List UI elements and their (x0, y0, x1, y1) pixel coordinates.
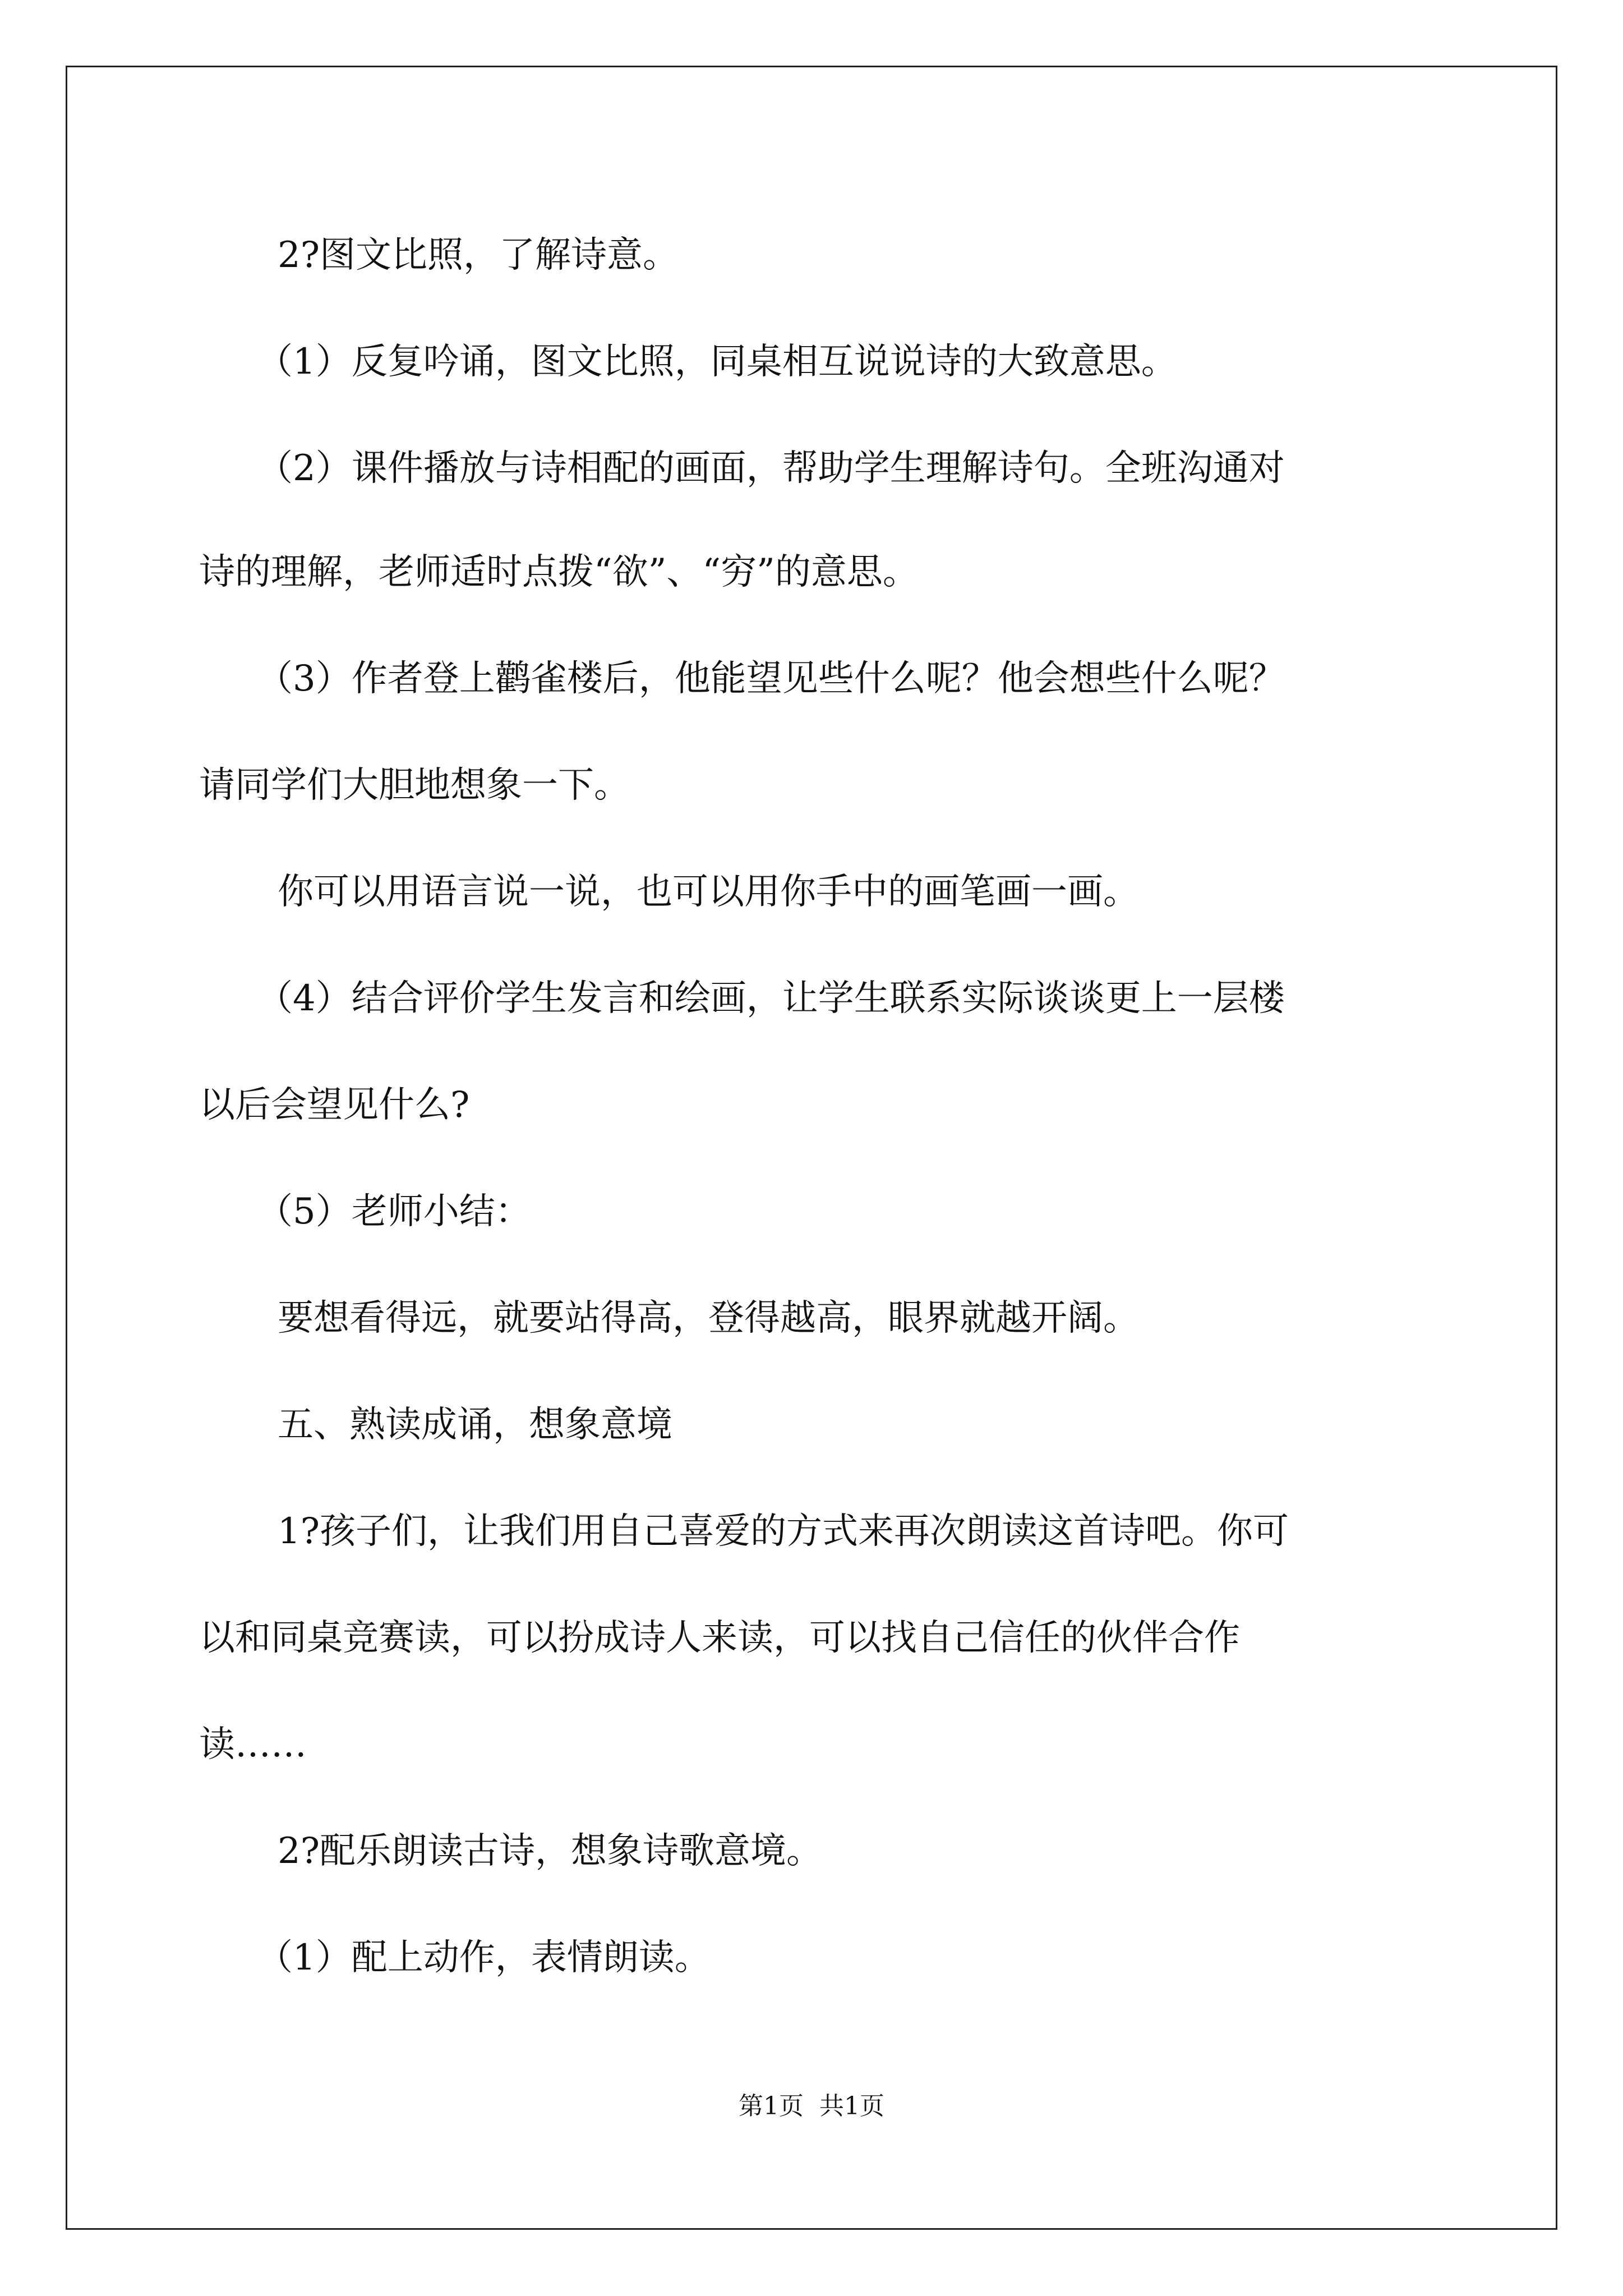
paragraph-line: 以后会望见什么? (199, 1084, 470, 1126)
paragraph-line: 请同学们大胆地想象一下。 (199, 765, 630, 806)
paragraph-line: 1?孩子们，让我们用自己喜爱的方式来再次朗读这首诗吧。你可 (278, 1511, 1289, 1552)
paragraph-line: （4）结合评价学生发言和绘画，让学生联系实际谈谈更上一层楼 (257, 978, 1285, 1019)
paragraph-line: 要想看得远，就要站得高，登得越高，眼界就越开阔。 (278, 1297, 1139, 1339)
paragraph-line: 2?配乐朗读古诗，想象诗歌意境。 (278, 1830, 823, 1872)
paragraph-line: （1）配上动作，表情朗读。 (257, 1937, 711, 1978)
page-footer (0, 2090, 1623, 2123)
section-heading: 五、熟读成诵，想象意境 (278, 1404, 672, 1446)
paragraph-line: 读…… (199, 1724, 307, 1765)
paragraph-line: （2）课件播放与诗相配的画面，帮助学生理解诗句。全班沟通对 (257, 448, 1285, 489)
paragraph-line: （1）反复吟诵，图文比照，同桌相互说说诗的大致意思。 (257, 341, 1177, 383)
paragraph-line: 你可以用语言说一说，也可以用你手中的画笔画一画。 (278, 871, 1139, 913)
page-border (66, 66, 1557, 2230)
paragraph-line: （3）作者登上鹳雀楼后，他能望见些什么呢？他会想些什么呢？ (257, 658, 1285, 700)
page-total: 共1页 (819, 2092, 884, 2120)
paragraph-line: 2?图文比照，了解诗意。 (278, 234, 679, 276)
page-number: 第1页 (739, 2092, 804, 2120)
paragraph-line: 诗的理解，老师适时点拨“欲”、“穷”的意思。 (199, 551, 919, 593)
paragraph-line: 以和同桌竞赛读，可以扮成诗人来读，可以找自己信任的伙伴合作 (199, 1617, 1240, 1659)
paragraph-line: （5）老师小结： (257, 1191, 531, 1232)
